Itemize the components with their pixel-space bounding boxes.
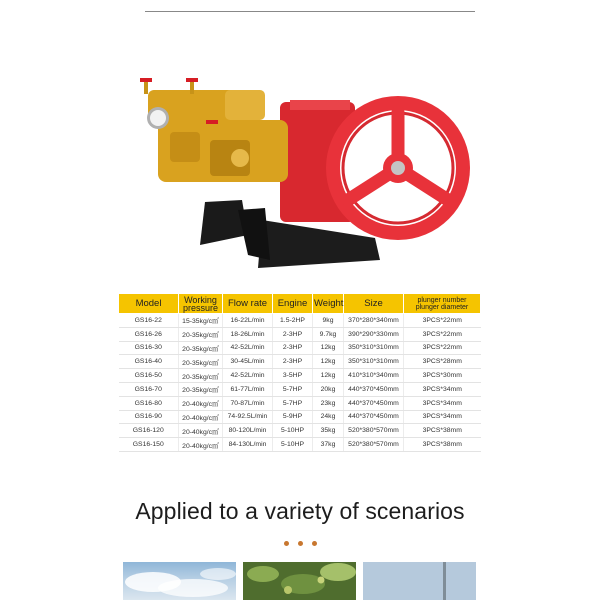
cell-size: 410*310*340mm	[344, 369, 404, 383]
cell-plunger: 3PCS*38mm	[404, 424, 481, 438]
cell-pressure: 20-35kg/c㎡	[179, 369, 223, 383]
section-headline: Applied to a variety of scenarios	[135, 498, 465, 524]
cell-weight: 20kg	[313, 382, 344, 396]
header-engine: Engine	[273, 294, 313, 314]
cell-engine: 5-10HP	[273, 424, 313, 438]
cell-model: GS16-26	[119, 327, 179, 341]
carousel-dots	[0, 541, 600, 546]
cell-weight: 9.7kg	[313, 327, 344, 341]
cell-engine: 1.5-2HP	[273, 314, 313, 328]
cell-weight: 9kg	[313, 314, 344, 328]
cell-weight: 23kg	[313, 396, 344, 410]
cell-plunger: 3PCS*30mm	[404, 369, 481, 383]
cell-flow: 16-22L/min	[223, 314, 273, 328]
cell-pressure: 20-40kg/c㎡	[179, 438, 223, 452]
cell-model: GS16-70	[119, 382, 179, 396]
table-row	[119, 410, 481, 424]
dot-indicator[interactable]	[312, 541, 317, 546]
cell-flow: 42-52L/min	[223, 341, 273, 355]
header-plunger	[404, 294, 481, 314]
cell-pressure: 20-35kg/c㎡	[179, 382, 223, 396]
cell-size: 350*310*310mm	[344, 355, 404, 369]
cell-engine: 3-5HP	[273, 369, 313, 383]
cell-size: 440*370*450mm	[344, 382, 404, 396]
header-flow-rate: Flow rate	[223, 294, 273, 314]
cell-flow: 30-45L/min	[223, 355, 273, 369]
cell-pressure: 20-35kg/c㎡	[179, 341, 223, 355]
table-row	[119, 382, 481, 396]
header-model: Model	[119, 294, 179, 314]
cell-model: GS16-120	[119, 424, 179, 438]
cell-weight: 24kg	[313, 410, 344, 424]
cell-size: 390*290*330mm	[344, 327, 404, 341]
header-working-pressure-line1: Working	[184, 294, 217, 305]
table-row	[119, 341, 481, 355]
table-row	[119, 327, 481, 341]
cell-engine: 2-3HP	[273, 341, 313, 355]
cell-size: 520*380*570mm	[344, 424, 404, 438]
cell-flow: 70-87L/min	[223, 396, 273, 410]
cell-pressure: 20-40kg/c㎡	[179, 424, 223, 438]
cell-size: 370*280*340mm	[344, 314, 404, 328]
cell-engine: 5-7HP	[273, 396, 313, 410]
header-weight: Weight	[313, 294, 344, 314]
cell-engine: 2-3HP	[273, 327, 313, 341]
cell-weight: 35kg	[313, 424, 344, 438]
cell-size: 350*310*310mm	[344, 341, 404, 355]
scenario-image-fruit-tree	[243, 562, 356, 600]
cell-model: GS16-80	[119, 396, 179, 410]
cell-pressure: 20-35kg/c㎡	[179, 355, 223, 369]
cell-plunger: 3PCS*22mm	[404, 327, 481, 341]
cell-flow: 74-92.5L/min	[223, 410, 273, 424]
cell-pressure: 15-35kg/c㎡	[179, 314, 223, 328]
cell-weight: 37kg	[313, 438, 344, 452]
cell-plunger: 3PCS*22mm	[404, 341, 481, 355]
cell-flow: 84-130L/min	[223, 438, 273, 452]
table-row	[119, 355, 481, 369]
cell-pressure: 20-40kg/c㎡	[179, 396, 223, 410]
cell-size: 520*380*570mm	[344, 438, 404, 452]
header-size: Size	[344, 294, 404, 314]
cell-weight: 12kg	[313, 355, 344, 369]
spec-table	[118, 293, 481, 452]
cell-flow: 80-120L/min	[223, 424, 273, 438]
scenario-image-sky	[123, 562, 236, 600]
cell-size: 440*370*450mm	[344, 396, 404, 410]
table-row	[119, 438, 481, 452]
cell-model: GS16-150	[119, 438, 179, 452]
dot-indicator[interactable]	[298, 541, 303, 546]
cell-flow: 42-52L/min	[223, 369, 273, 383]
cell-flow: 61-77L/min	[223, 382, 273, 396]
table-row	[119, 369, 481, 383]
header-plunger-line2: plunger diameter	[415, 303, 469, 311]
table-row	[119, 314, 481, 328]
cell-size: 440*370*450mm	[344, 410, 404, 424]
cell-plunger: 3PCS*28mm	[404, 355, 481, 369]
cell-pressure: 20-40kg/c㎡	[179, 410, 223, 424]
cell-plunger: 3PCS*34mm	[404, 382, 481, 396]
header-working-pressure	[179, 294, 223, 314]
table-row	[119, 424, 481, 438]
plunger-pump-product-image	[130, 60, 475, 285]
cell-model: GS16-22	[119, 314, 179, 328]
cell-flow: 18-26L/min	[223, 327, 273, 341]
cell-weight: 12kg	[313, 341, 344, 355]
cell-engine: 5-10HP	[273, 438, 313, 452]
cell-plunger: 3PCS*34mm	[404, 396, 481, 410]
table-row	[119, 396, 481, 410]
cell-model: GS16-40	[119, 355, 179, 369]
scenario-image-field	[363, 562, 476, 600]
spec-table-header-row	[119, 294, 481, 314]
cell-model: GS16-90	[119, 410, 179, 424]
cell-engine: 5-9HP	[273, 410, 313, 424]
cell-model: GS16-50	[119, 369, 179, 383]
cell-pressure: 20-35kg/c㎡	[179, 327, 223, 341]
cell-engine: 2-3HP	[273, 355, 313, 369]
cell-plunger: 3PCS*34mm	[404, 410, 481, 424]
cell-plunger: 3PCS*38mm	[404, 438, 481, 452]
header-plunger-line1: plunger number	[417, 296, 467, 304]
cell-model: GS16-30	[119, 341, 179, 355]
dot-indicator[interactable]	[284, 541, 289, 546]
cell-engine: 5-7HP	[273, 382, 313, 396]
cell-weight: 12kg	[313, 369, 344, 383]
cell-plunger: 3PCS*22mm	[404, 314, 481, 328]
top-divider	[145, 11, 475, 12]
header-working-pressure-line2: pressure	[182, 302, 218, 313]
